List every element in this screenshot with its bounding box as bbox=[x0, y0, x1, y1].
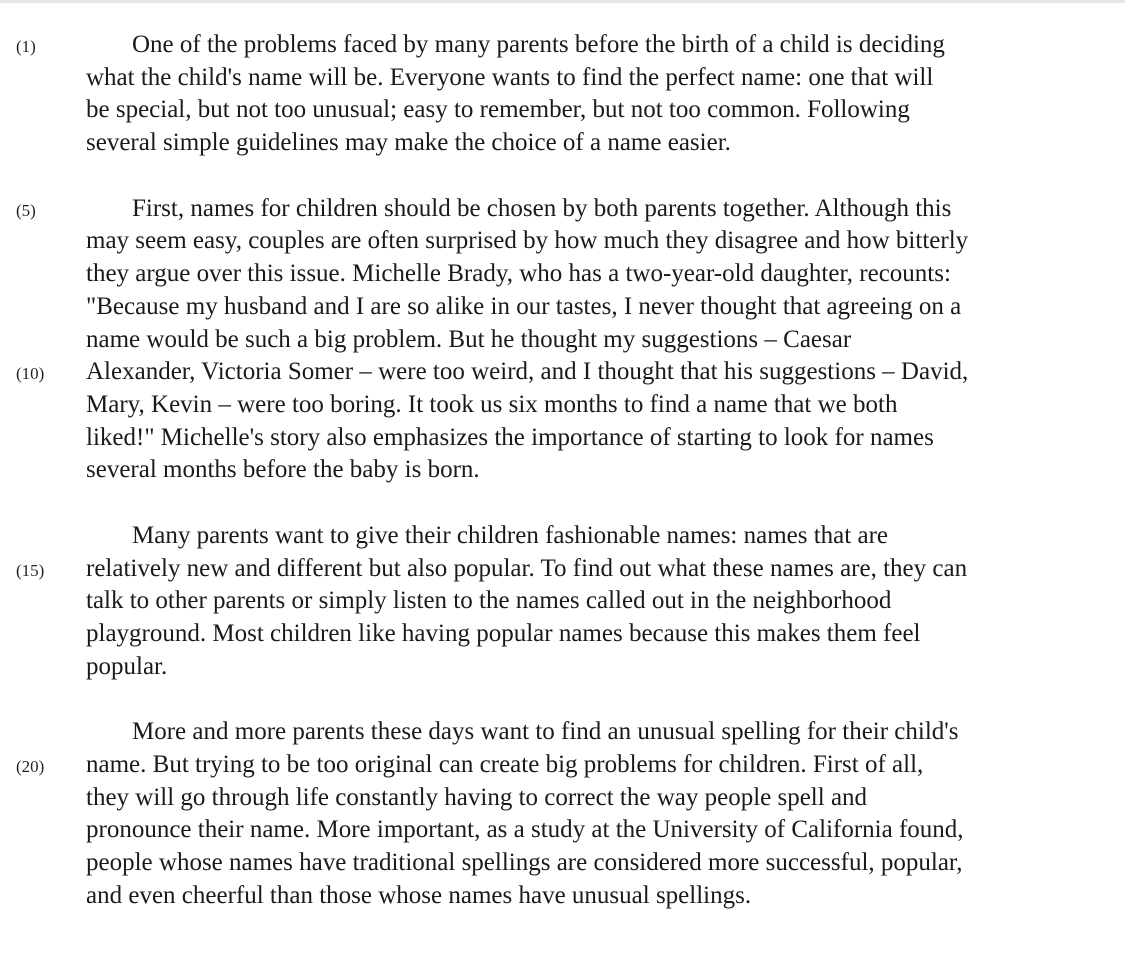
passage-line bbox=[0, 814, 1125, 847]
line-text: they will go through life constantly having to correct the way people spell and bbox=[86, 783, 868, 811]
passage-line bbox=[0, 749, 1125, 782]
paragraph-4 bbox=[0, 716, 1125, 912]
passage-line bbox=[0, 356, 1125, 389]
line-text: "Because my husband and I are so alike in our tastes, I never thought that agreeing on a bbox=[86, 292, 962, 320]
passage-line bbox=[0, 847, 1125, 880]
paragraph-2 bbox=[0, 193, 1125, 487]
line-text: and even cheerful than those whose names have unusual spellings. bbox=[86, 881, 752, 909]
passage-line bbox=[0, 520, 1125, 553]
passage-line bbox=[0, 291, 1125, 324]
line-text: name. But trying to be too original can create big problems for children. First of all, bbox=[86, 751, 924, 779]
line-text: they argue over this issue. Michelle Brady, who has a two-year-old daughter, recounts: bbox=[86, 260, 951, 288]
passage-line bbox=[0, 258, 1125, 291]
passage-line bbox=[0, 225, 1125, 258]
line-text: be special, but not too unusual; easy to remember, but not too common. Following bbox=[86, 96, 910, 124]
passage-line bbox=[0, 651, 1125, 684]
line-text: name would be such a big problem. But he thought my suggestions – Caesar bbox=[86, 325, 852, 353]
passage-line bbox=[0, 782, 1125, 815]
passage-line bbox=[0, 29, 1125, 62]
line-number: (15) bbox=[16, 560, 45, 580]
line-text: Many parents want to give their children fashionable names: names that are bbox=[132, 521, 888, 549]
line-text: may seem easy, couples are often surprised by how much they disagree and how bitterly bbox=[86, 227, 969, 255]
passage-line bbox=[0, 62, 1125, 95]
passage-line bbox=[0, 553, 1125, 586]
passage-line bbox=[0, 193, 1125, 226]
passage-line bbox=[0, 127, 1125, 160]
passage-line bbox=[0, 422, 1125, 455]
line-text: More and more parents these days want to find an unusual spelling for their child's bbox=[132, 718, 959, 746]
line-text: relatively new and different but also popular. To find out what these names are, they can bbox=[86, 554, 968, 582]
line-text: talk to other parents or simply listen to the names called out in the neighborhood bbox=[86, 587, 892, 615]
paragraph-3 bbox=[0, 520, 1125, 683]
line-text: One of the problems faced by many parents before the birth of a child is deciding bbox=[132, 31, 945, 58]
line-text: what the child's name will be. Everyone wants to find the perfect name: one that will bbox=[86, 63, 934, 91]
line-number: (10) bbox=[16, 364, 45, 384]
line-text: Alexander, Victoria Somer – were too weird, and I thought that his suggestions – David, bbox=[86, 358, 969, 386]
line-text: people whose names have traditional spellings are considered more successful, popular, bbox=[86, 849, 963, 877]
line-text: several simple guidelines may make the choice of a name easier. bbox=[86, 129, 731, 157]
line-text: First, names for children should be chosen by both parents together. Although this bbox=[132, 194, 952, 222]
passage-line bbox=[0, 324, 1125, 357]
line-text: Mary, Kevin – were too boring. It took us six months to find a name that we both bbox=[86, 390, 898, 418]
line-number: (20) bbox=[16, 757, 45, 777]
passage-line bbox=[0, 716, 1125, 749]
line-number: (5) bbox=[16, 200, 36, 220]
passage-line bbox=[0, 585, 1125, 618]
top-border bbox=[0, 0, 1125, 3]
passage-line bbox=[0, 454, 1125, 487]
reading-passage bbox=[0, 29, 1125, 946]
passage-line bbox=[0, 94, 1125, 127]
line-text: popular. bbox=[86, 652, 168, 680]
line-text: liked!" Michelle's story also emphasizes the importance of starting to look for names bbox=[86, 423, 934, 451]
passage-line bbox=[0, 618, 1125, 651]
line-text: pronounce their name. More important, as a study at the University of California found, bbox=[86, 816, 964, 844]
paragraph-1 bbox=[0, 29, 1125, 160]
passage-line bbox=[0, 389, 1125, 422]
line-number: (1) bbox=[16, 37, 36, 56]
passage-line bbox=[0, 880, 1125, 913]
line-text: several months before the baby is born. bbox=[86, 456, 480, 484]
line-text: playground. Most children like having popular names because this makes them feel bbox=[86, 620, 921, 647]
